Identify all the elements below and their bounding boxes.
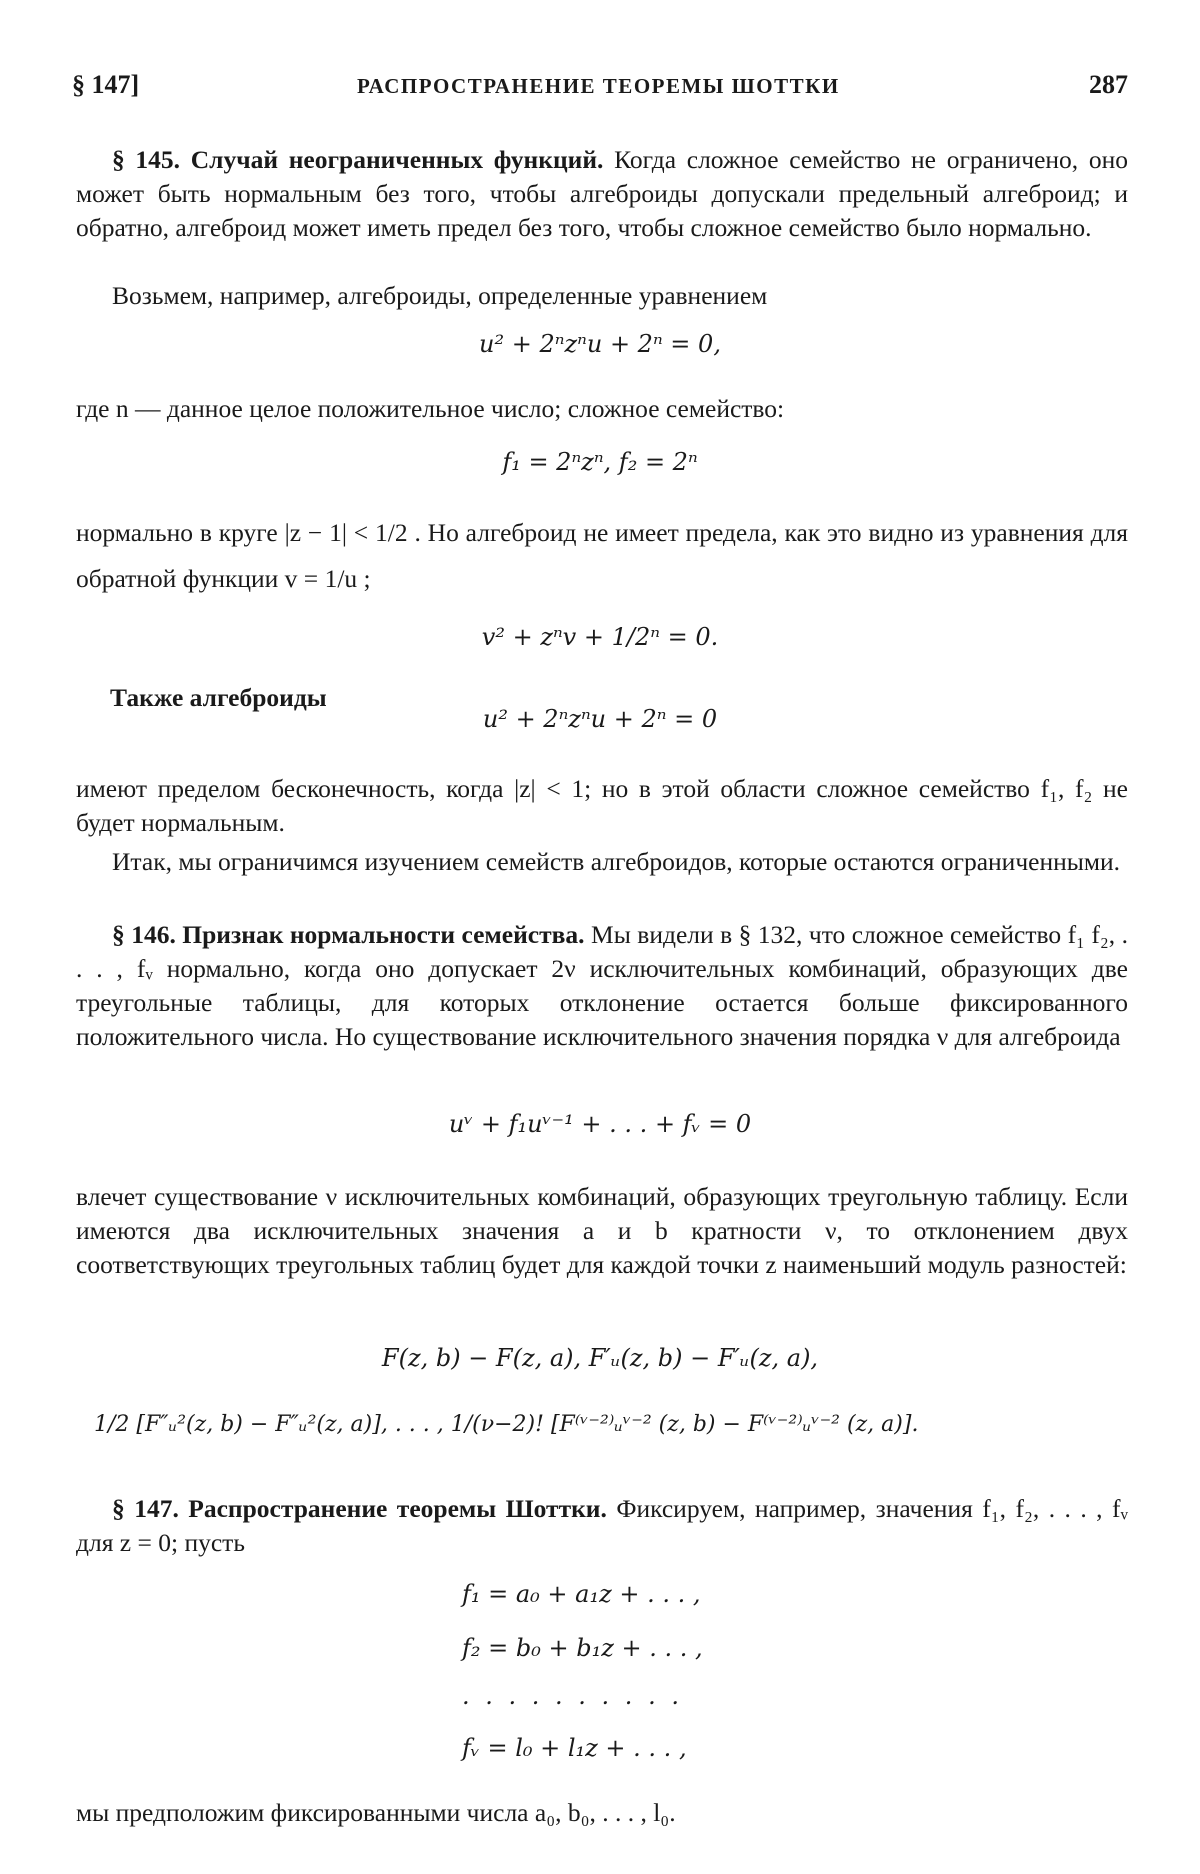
s145-paragraph-3: где n — данное целое положительное число; сложное семейство: [76,394,785,423]
header-title: РАСПРОСТРАНЕНИЕ ТЕОРЕМЫ ШОТТКИ [357,74,840,98]
s145-paragraph-7: Итак, мы ограничимся изучением семейств алгеброидов, которые остаются ограниченными. [112,847,1121,876]
s145-equation-2: f₁ = 2ⁿzⁿ, f₂ = 2ⁿ [502,448,698,476]
s145-equation-4: u² + 2ⁿzⁿu + 2ⁿ = 0 [482,705,718,733]
s146-equation-2: F(z, b) − F(z, a), F′ᵤ(z, b) − F′ᵤ(z, a), [381,1344,819,1372]
s145-paragraph-4: нормально в круге |z − 1| < 1/2 . Но алгеброид не имеет предела, как это видно из уравнения для обратной функции v = 1/u ; [76,518,1128,593]
s145-paragraph-6: имеют пределом бесконечность, когда |z| < 1; но в этой области сложное семейство f₁, f₂ не будет нормальным. [76,774,1128,837]
s146-paragraph-2: влечет существование ν исключительных комбинаций, образующих треугольную таблицу. Если имеются два исключительных значения a и b кратности ν, то отклонением двух соответствующих треугольных таблиц будет для каждой точки z наименьший модуль разностей: [76,1182,1128,1279]
s145-heading: § 145. Случай неограниченных функций. [112,145,604,174]
s146-p1-text: Мы видели в § 132, что сложное семейство f₁ f₂, . . . , fᵥ нормально, когда оно допускает 2ν исключительных комбинаций, образующих две треугольные таблицы, для которых отклонение остается больше фиксированного положительного числа. Но существование исключительного значения порядка ν для алгеброида [76,920,1128,1051]
s147-equation-4: fᵥ = l₀ + l₁z + . . . , [462,1734,687,1762]
s145-paragraph-2: Возьмем, например, алгеброиды, определенные уравнением [112,281,768,310]
s147-p1-text: Фиксируем, например, значения f₁, f₂, . . . , fᵥ для z = 0; пусть [76,1494,1128,1557]
s147-heading: § 147. Распространение теоремы Шоттки. [112,1494,607,1523]
running-header [72,70,1128,110]
s147-paragraph-2: мы предположим фиксированными числа a₀, b₀, . . . , l₀. [76,1798,676,1827]
page-number: 287 [1089,70,1128,99]
s145-paragraph-1 [76,143,1128,245]
s147-equation-2: f₂ = b₀ + b₁z + . . . , [462,1634,703,1662]
header-section-ref: § 147] [72,70,140,99]
s145-equation-1: u² + 2ⁿzⁿu + 2ⁿ = 0, [479,330,721,358]
s146-heading: § 146. Признак нормальности семейства. [112,920,585,949]
s147-equation-1: f₁ = a₀ + a₁z + . . . , [462,1580,701,1608]
s145-equation-3: v² + zⁿv + 1/2ⁿ = 0. [481,623,719,651]
s146-equation-1: uᵛ + f₁uᵛ⁻¹ + . . . + fᵥ = 0 [448,1110,752,1138]
s145-p1-text: Когда сложное семейство не ограничено, оно может быть нормальным без того, чтобы алгеброиды допускали предельный алгеброид; и обратно, алгеброид может иметь предел без того, чтобы сложное семейство было нормально. [76,145,1129,242]
s146-equation-3: 1/2 [F″ᵤ²(z, b) − F″ᵤ²(z, a)], . . . , 1/(ν−2)! [F⁽ᵛ⁻²⁾ᵤᵛ⁻² (z, b) − F⁽ᵛ⁻²⁾ᵤᵛ⁻² (z, a)]. [94,1412,919,1437]
s145-label-also: Также алгеброиды [110,683,327,712]
s147-paragraph-1 [76,1492,1128,1560]
s147-equation-dots: . . . . . . . . . . [462,1682,683,1710]
s146-paragraph-1 [76,918,1128,1054]
